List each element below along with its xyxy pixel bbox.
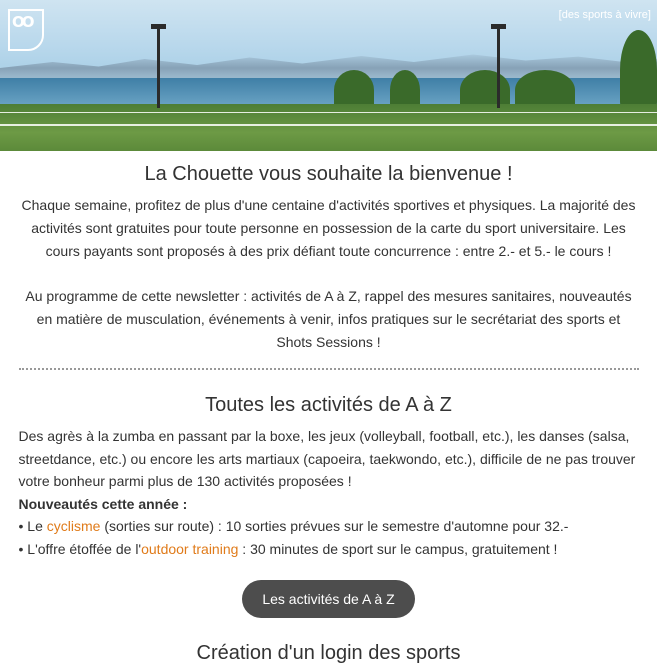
welcome-section bbox=[19, 163, 639, 354]
owl-eyes-icon: OO bbox=[12, 13, 32, 31]
activities-intro: Des agrès à la zumba en passant par la boxe, les jeux (volleyball, football, etc.), les danses (salsa, streetdance, etc.) ou encore les arts martiaux (capoeira, taekwondo, etc.), difficile de ne pas trouver votre bonheur parmi plus de 130 activités proposées ! bbox=[18, 428, 636, 489]
news-heading: Nouveautés cette année : bbox=[18, 495, 188, 512]
list-item: • Le cyclisme (sorties sur route) : 10 sorties prévues sur le semestre d'automne pour 32.- bbox=[18, 518, 569, 534]
cyclisme-link[interactable]: cyclisme bbox=[46, 518, 101, 534]
owl-logo-icon[interactable] bbox=[8, 9, 44, 51]
activities-section bbox=[19, 425, 639, 560]
list-item: • L'offre étoffée de l'outdoor training : 30 minutes de sport sur le campus, gratuitement ! bbox=[18, 540, 558, 557]
field-line bbox=[0, 112, 657, 113]
button-wrapper bbox=[0, 580, 657, 618]
login-section-title: Création d'un login des sports bbox=[196, 642, 461, 664]
welcome-paragraph: Chaque semaine, profitez de plus d'une centaine d'activités sportives et physiques. La majorité des activités sont gratuites pour toute personne en possession de la carte du sport universitaire. Les cours payants sont proposés à des prix défiant toute concurrence : entre 2.- et 5.- le cours ! bbox=[21, 197, 636, 259]
activities-title: Toutes les activités de A à Z bbox=[205, 394, 452, 416]
header-banner bbox=[0, 0, 657, 151]
header-tagline: [des sports à vivre] bbox=[558, 9, 651, 21]
welcome-title: La Chouette vous souhaite la bienvenue ! bbox=[144, 163, 513, 185]
activities-a-z-button[interactable]: Les activités de A à Z bbox=[242, 580, 414, 618]
outdoor-training-link[interactable]: outdoor training bbox=[141, 540, 239, 557]
floodlight-pole bbox=[497, 28, 500, 108]
tree-cluster bbox=[620, 30, 657, 110]
newsletter-summary: Au programme de cette newsletter : activités de A à Z, rappel des mesures sanitaires, nouveautés en matière de musculation, événements à venir, infos pratiques sur le secrétariat des sports et Shots Sessions ! bbox=[25, 288, 632, 350]
dotted-divider bbox=[19, 368, 639, 370]
floodlight-pole bbox=[157, 28, 160, 108]
field-line bbox=[0, 124, 657, 126]
